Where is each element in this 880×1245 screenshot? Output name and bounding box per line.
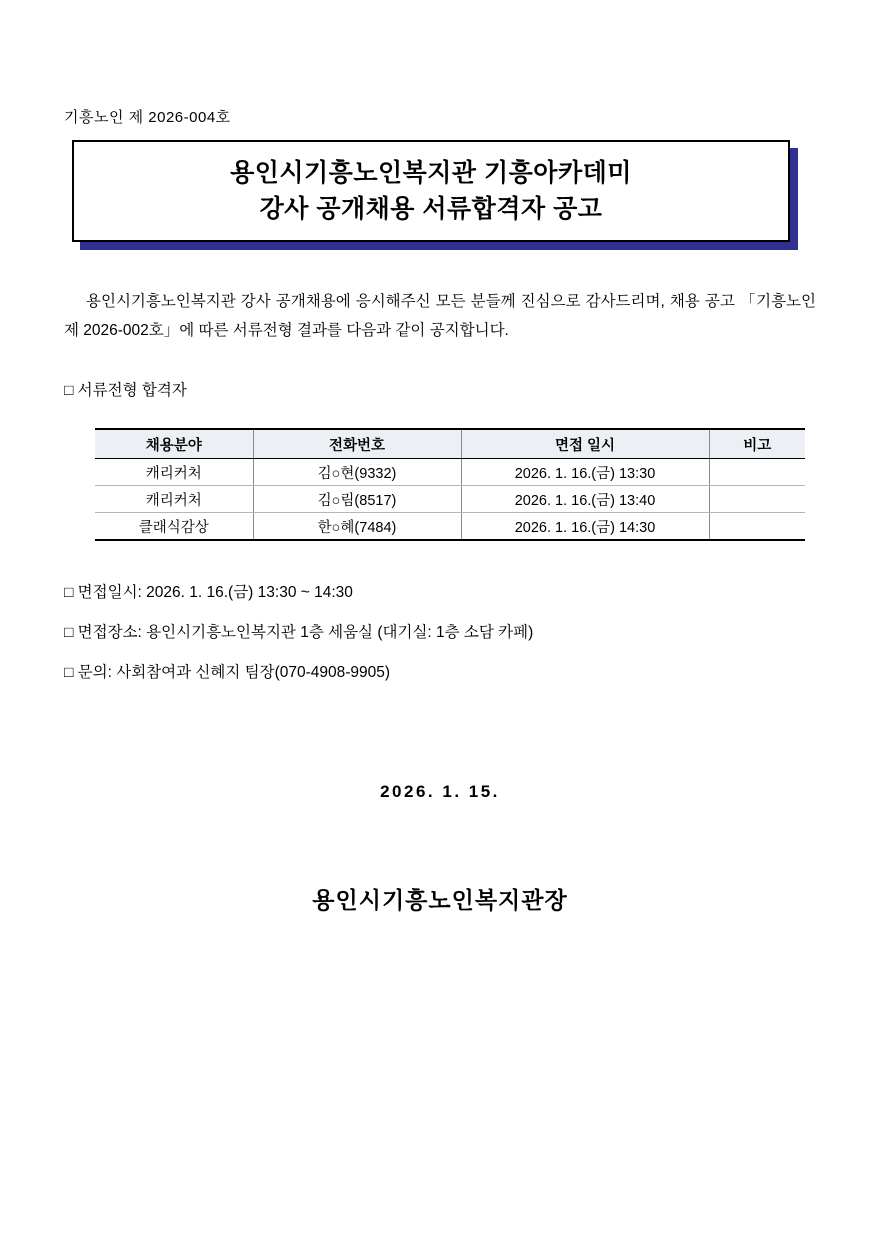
cell-field: 클래식감상 bbox=[95, 513, 253, 541]
cell-note bbox=[709, 459, 805, 486]
cell-field: 캐리커처 bbox=[95, 459, 253, 486]
info-contact: □ 문의: 사회참여과 신혜지 팀장(070-4908-9905) bbox=[64, 664, 391, 681]
cell-phone: 김○림(8517) bbox=[253, 486, 461, 513]
cell-interview-datetime: 2026. 1. 16.(금) 14:30 bbox=[461, 513, 709, 541]
table-header bbox=[95, 429, 805, 459]
title-line-2: 강사 공개채용 서류합격자 공고 bbox=[259, 195, 603, 223]
cell-phone: 한○혜(7484) bbox=[253, 513, 461, 541]
cell-note bbox=[709, 513, 805, 541]
intro-paragraph bbox=[64, 288, 816, 345]
table-header-note: 비고 bbox=[709, 429, 805, 459]
table-body bbox=[95, 459, 805, 541]
results-table bbox=[95, 428, 805, 541]
results-table-wrapper bbox=[95, 428, 805, 541]
document-number: 기흥노인 제 2026-004호 bbox=[64, 109, 231, 126]
title-line-1: 용인시기흥노인복지관 기흥아카데미 bbox=[230, 158, 632, 187]
table-header-field: 채용분야 bbox=[95, 429, 253, 459]
cell-interview-datetime: 2026. 1. 16.(금) 13:30 bbox=[461, 459, 709, 486]
table-header-phone: 전화번호 bbox=[253, 429, 461, 459]
info-interview-datetime: □ 면접일시: 2026. 1. 16.(금) 13:30 ~ 14:30 bbox=[64, 584, 353, 601]
section-label-successful-applicants: □ 서류전형 합격자 bbox=[64, 382, 187, 399]
table-row bbox=[95, 513, 805, 541]
cell-interview-datetime: 2026. 1. 16.(금) 13:40 bbox=[461, 486, 709, 513]
info-interview-location: □ 면접장소: 용인시기흥노인복지관 1층 세움실 (대기실: 1층 소담 카페) bbox=[64, 624, 534, 641]
table-header-interview-datetime: 면접 일시 bbox=[461, 429, 709, 459]
signature-organization: 용인시기흥노인복지관장 bbox=[312, 887, 568, 913]
cell-note bbox=[709, 486, 805, 513]
document-date: 2026. 1. 15. bbox=[380, 782, 500, 801]
title-box bbox=[72, 140, 790, 242]
cell-field: 캐리커처 bbox=[95, 486, 253, 513]
cell-phone: 김○현(9332) bbox=[253, 459, 461, 486]
table-row bbox=[95, 459, 805, 486]
table-header-row bbox=[95, 429, 805, 459]
table-row bbox=[95, 486, 805, 513]
title-block bbox=[72, 140, 790, 242]
intro-text: 용인시기흥노인복지관 강사 공개채용에 응시해주신 모든 분들께 진심으로 감사드리며, 채용 공고 「기흥노인 제 2026-002호」에 따른 서류전형 결과를 다음과 같이 공지합니다. bbox=[64, 293, 816, 339]
